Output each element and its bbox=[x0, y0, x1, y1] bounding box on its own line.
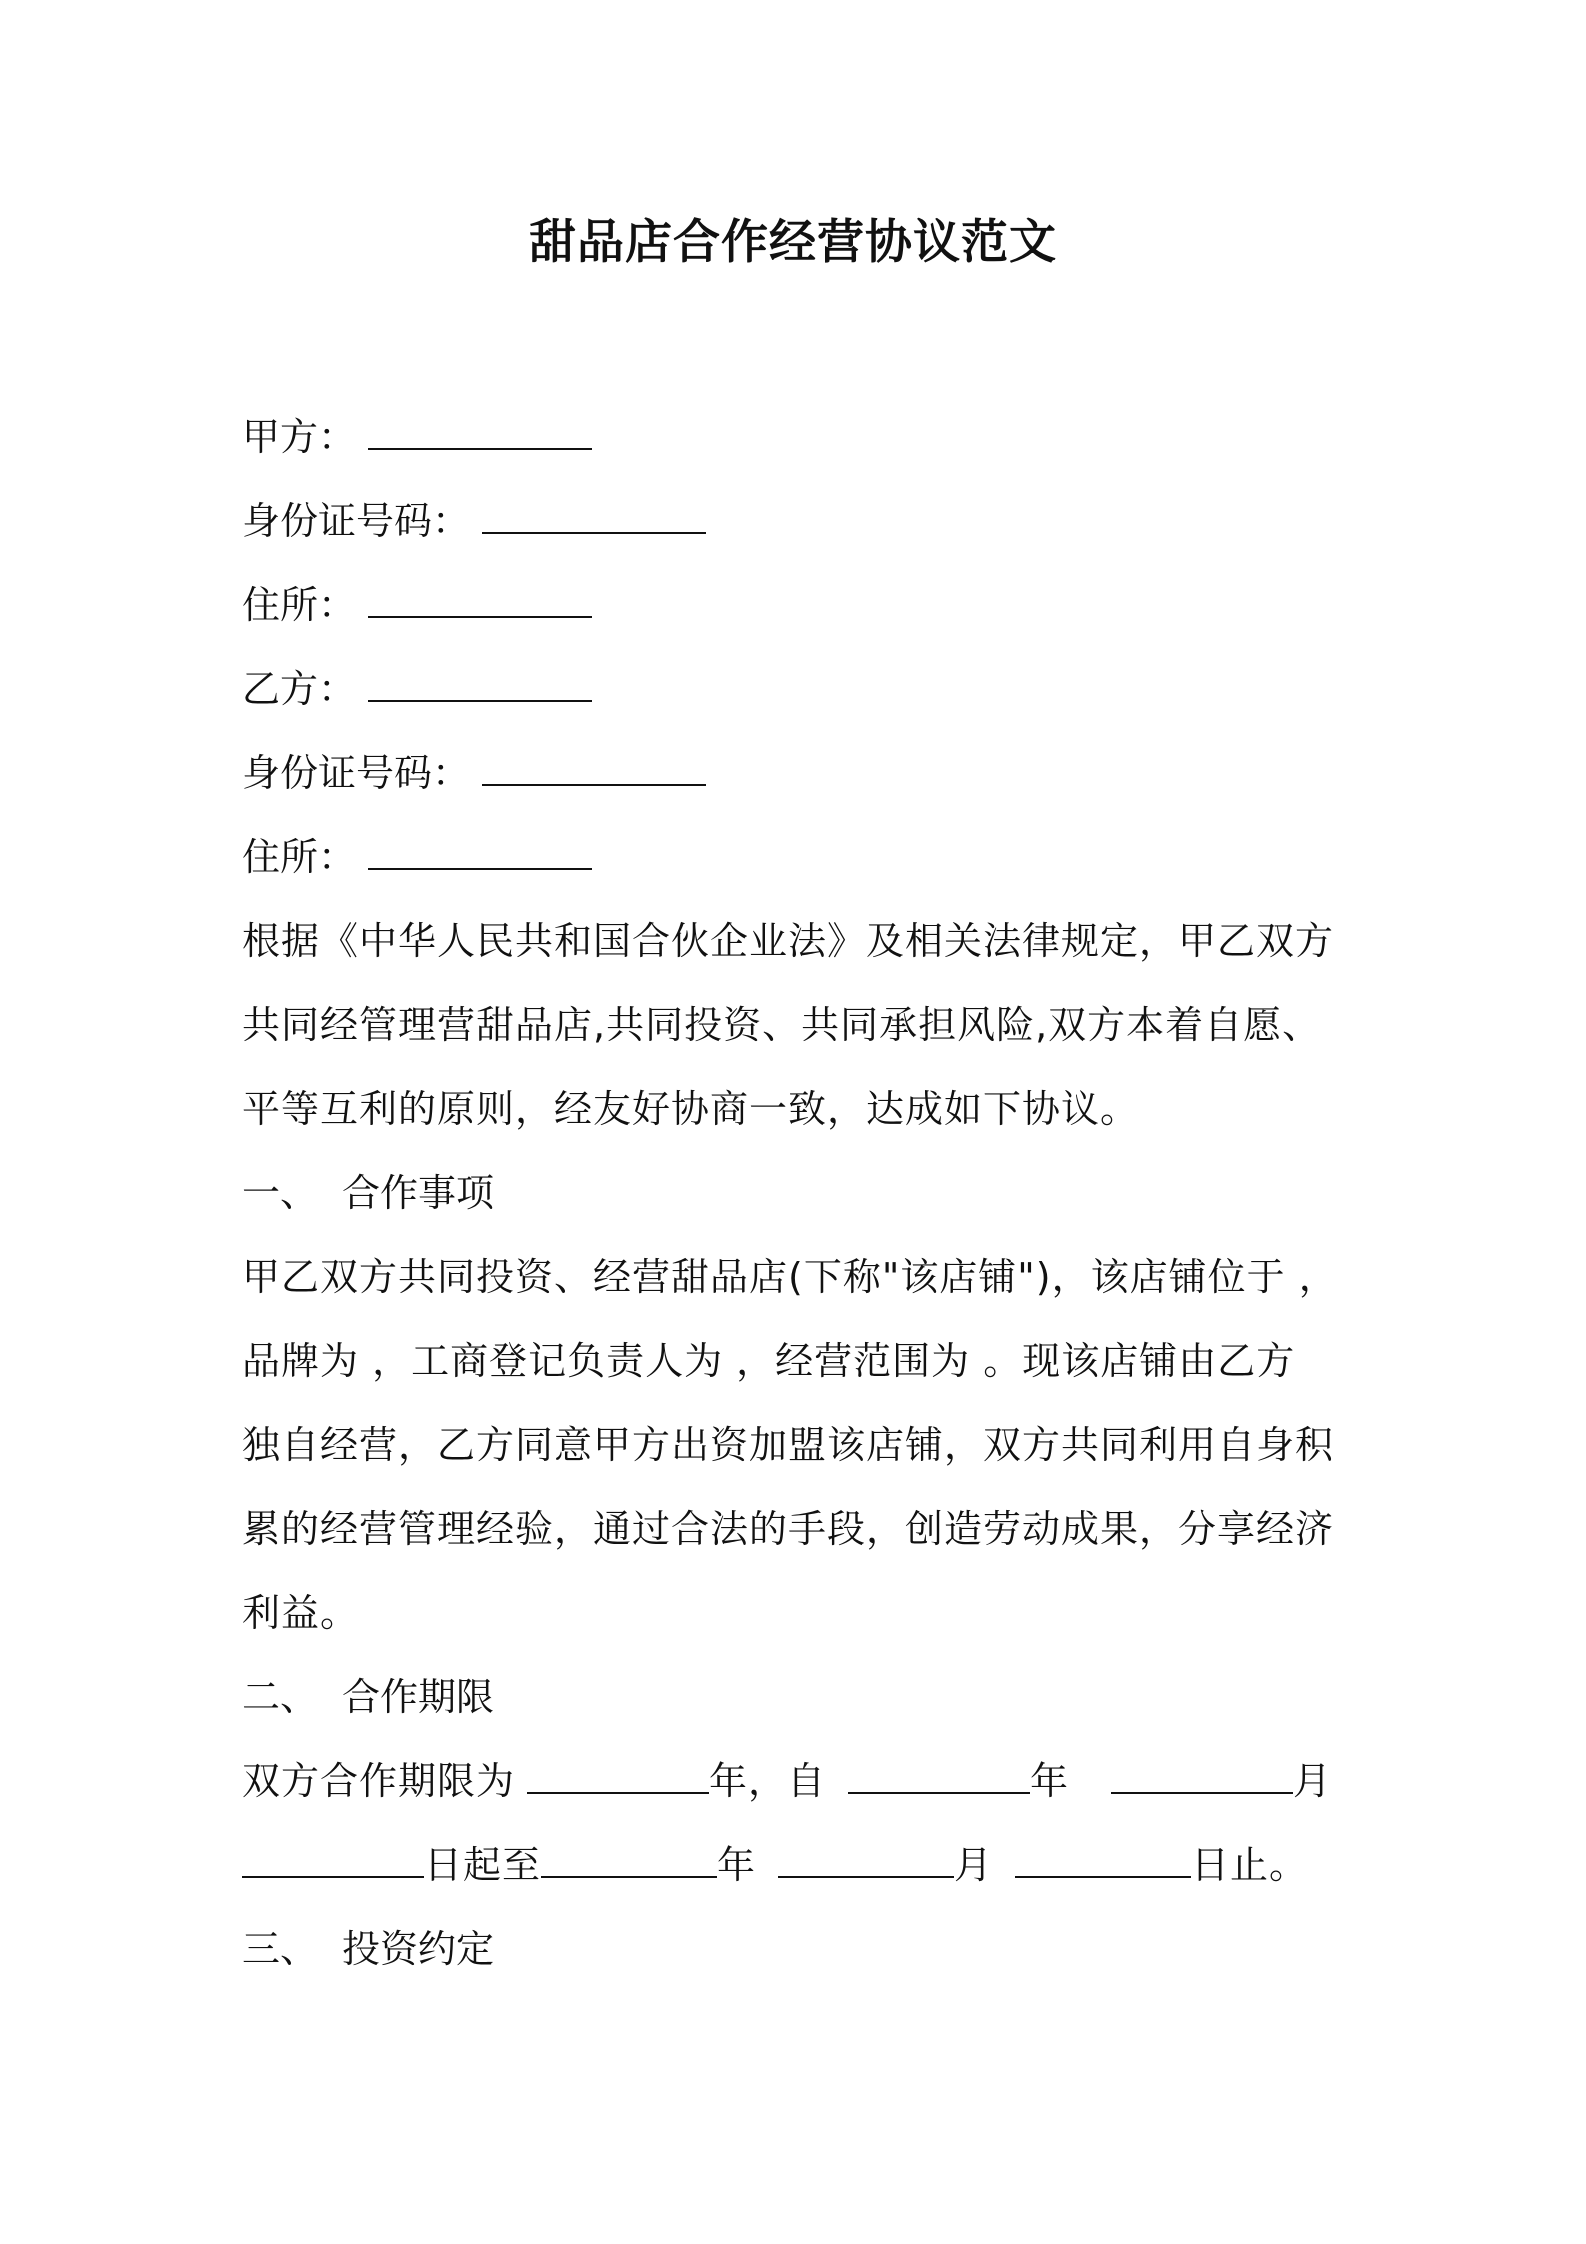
term-text: 年 bbox=[717, 1843, 757, 1887]
party-b-id-field bbox=[242, 740, 1362, 824]
term-line-2 bbox=[242, 1832, 1362, 1916]
section-number: 二、 bbox=[242, 1675, 319, 1719]
party-b-field bbox=[242, 656, 1362, 740]
term-text: 年 bbox=[1030, 1759, 1070, 1803]
fill-in-blank bbox=[1111, 1748, 1293, 1794]
field-label: 住所： bbox=[242, 835, 357, 879]
fill-in-blank bbox=[527, 1748, 709, 1794]
fill-in-blank bbox=[368, 404, 592, 450]
term-text: 月 bbox=[1293, 1759, 1333, 1803]
preamble-line: 共同经管理营甜品店,共同投资、共同承担风险,双方本着自愿、 bbox=[242, 1003, 1322, 1047]
preamble-line: 平等互利的原则，经友好协商一致，达成如下协议。 bbox=[242, 1087, 1140, 1131]
fill-in-blank bbox=[848, 1748, 1030, 1794]
section-title: 合作事项 bbox=[342, 1171, 495, 1215]
section-1-line: 累的经营管理经验，通过合法的手段，创造劳动成果，分享经济 bbox=[242, 1507, 1335, 1551]
term-text: 日起至 bbox=[424, 1843, 542, 1887]
document-title: 甜品店合作经营协议范文 bbox=[529, 215, 1057, 270]
section-1-line: 独自经营，乙方同意甲方出资加盟该店铺，双方共同利用自身积 bbox=[242, 1423, 1335, 1467]
term-line-1 bbox=[242, 1748, 1362, 1832]
fill-in-blank bbox=[368, 572, 592, 618]
section-heading-2 bbox=[242, 1664, 1362, 1748]
fill-in-blank bbox=[368, 824, 592, 870]
field-label: 甲方： bbox=[242, 415, 357, 459]
section-heading-3 bbox=[242, 1916, 1362, 2000]
term-text: 年，自 bbox=[709, 1759, 827, 1803]
party-b-address-field bbox=[242, 824, 1362, 908]
term-text: 月 bbox=[954, 1843, 994, 1887]
section-title: 投资约定 bbox=[342, 1927, 495, 1971]
section-number: 一、 bbox=[242, 1171, 319, 1215]
fill-in-blank bbox=[778, 1832, 954, 1878]
fill-in-blank bbox=[482, 740, 706, 786]
party-a-field bbox=[242, 404, 1362, 488]
section-1-line: 甲乙双方共同投资、经营甜品店(下称"该店铺")，该店铺位于 ， bbox=[242, 1255, 1338, 1299]
section-1-line: 利益。 bbox=[242, 1591, 360, 1635]
term-text: 日止。 bbox=[1191, 1843, 1309, 1887]
field-label: 身份证号码： bbox=[242, 499, 471, 543]
fill-in-blank bbox=[368, 656, 592, 702]
section-1-line: 品牌为 ，工商登记负责人为 ，经营范围为 。现该店铺由乙方 bbox=[242, 1339, 1296, 1383]
section-title: 合作期限 bbox=[342, 1675, 495, 1719]
party-a-address-field bbox=[242, 572, 1362, 656]
term-text: 双方合作期限为 bbox=[242, 1759, 516, 1803]
section-number: 三、 bbox=[242, 1927, 319, 1971]
fill-in-blank bbox=[482, 488, 706, 534]
field-label: 乙方： bbox=[242, 667, 357, 711]
fill-in-blank bbox=[242, 1832, 424, 1878]
fill-in-blank bbox=[1015, 1832, 1191, 1878]
field-label: 住所： bbox=[242, 583, 357, 627]
section-heading-1 bbox=[242, 1160, 1362, 1244]
party-a-id-field bbox=[242, 488, 1362, 572]
preamble-line: 根据《中华人民共和国合伙企业法》及相关法律规定，甲乙双方 bbox=[242, 919, 1335, 963]
field-label: 身份证号码： bbox=[242, 751, 471, 795]
document-body bbox=[242, 404, 1362, 2000]
fill-in-blank bbox=[541, 1832, 717, 1878]
